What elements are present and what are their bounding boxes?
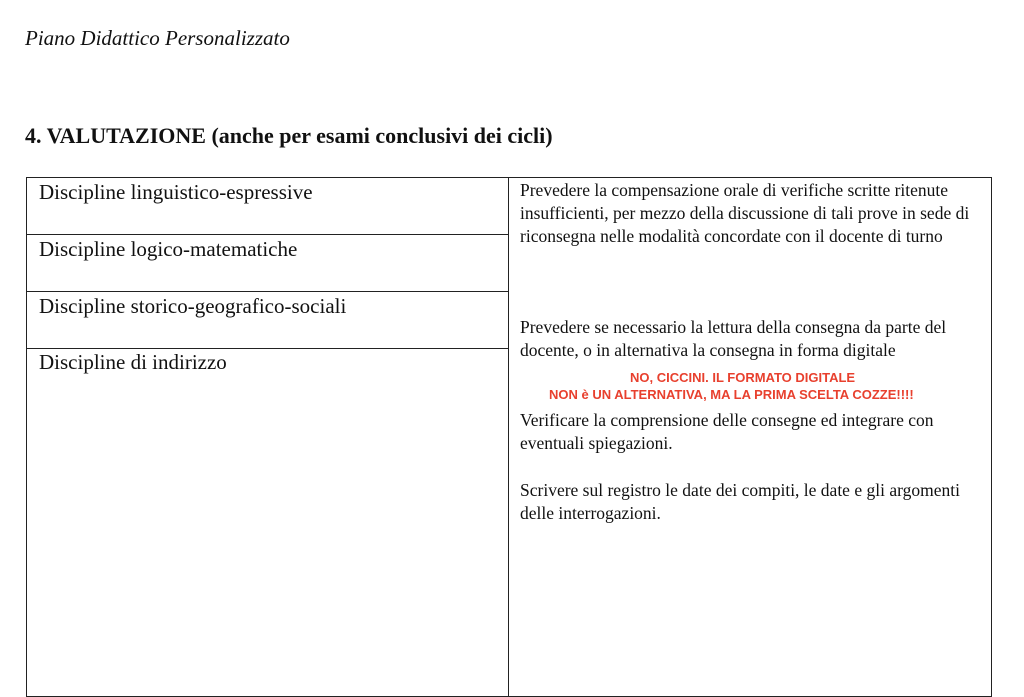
measure-reading-assignment: Prevedere se necessario la lettura della consegna da parte del docente, o in alternativa la consegna in forma digitale [520,317,947,360]
section-title: 4. VALUTAZIONE (anche per esami conclusivi dei cicli) [25,123,553,148]
discipline-linguistic: Discipline linguistico-espressive [27,178,508,235]
measure-oral-compensation: Prevedere la compensazione orale di verifiche scritte ritenute insufficienti, per mezzo della discussione di tali prove in sede di riconsegna nelle modalità concordate con il docente di turno [520,180,970,246]
discipline-historical-social: Discipline storico-geografico-sociali [27,292,508,349]
measure-register-dates: Scrivere sul registro le date dei compiti, le date e gli argomenti delle interrogazioni. [520,480,960,523]
discipline-specialization: Discipline di indirizzo [39,350,227,374]
annotation-line-2: NON è UN ALTERNATIVA, MA LA PRIMA SCELTA COZZE!!!! [549,387,914,402]
measures-column [509,178,991,696]
annotation-line-1: NO, CICCINI. IL FORMATO DIGITALE [630,370,856,385]
document-header: Piano Didattico Personalizzato [25,26,290,50]
measure-comprehension-check: Verificare la comprensione delle consegne ed integrare con eventuali spiegazioni. [520,410,934,453]
discipline-logic-math: Discipline logico-matematiche [27,235,508,292]
disciplines-column [27,178,509,696]
evaluation-table [26,177,992,697]
